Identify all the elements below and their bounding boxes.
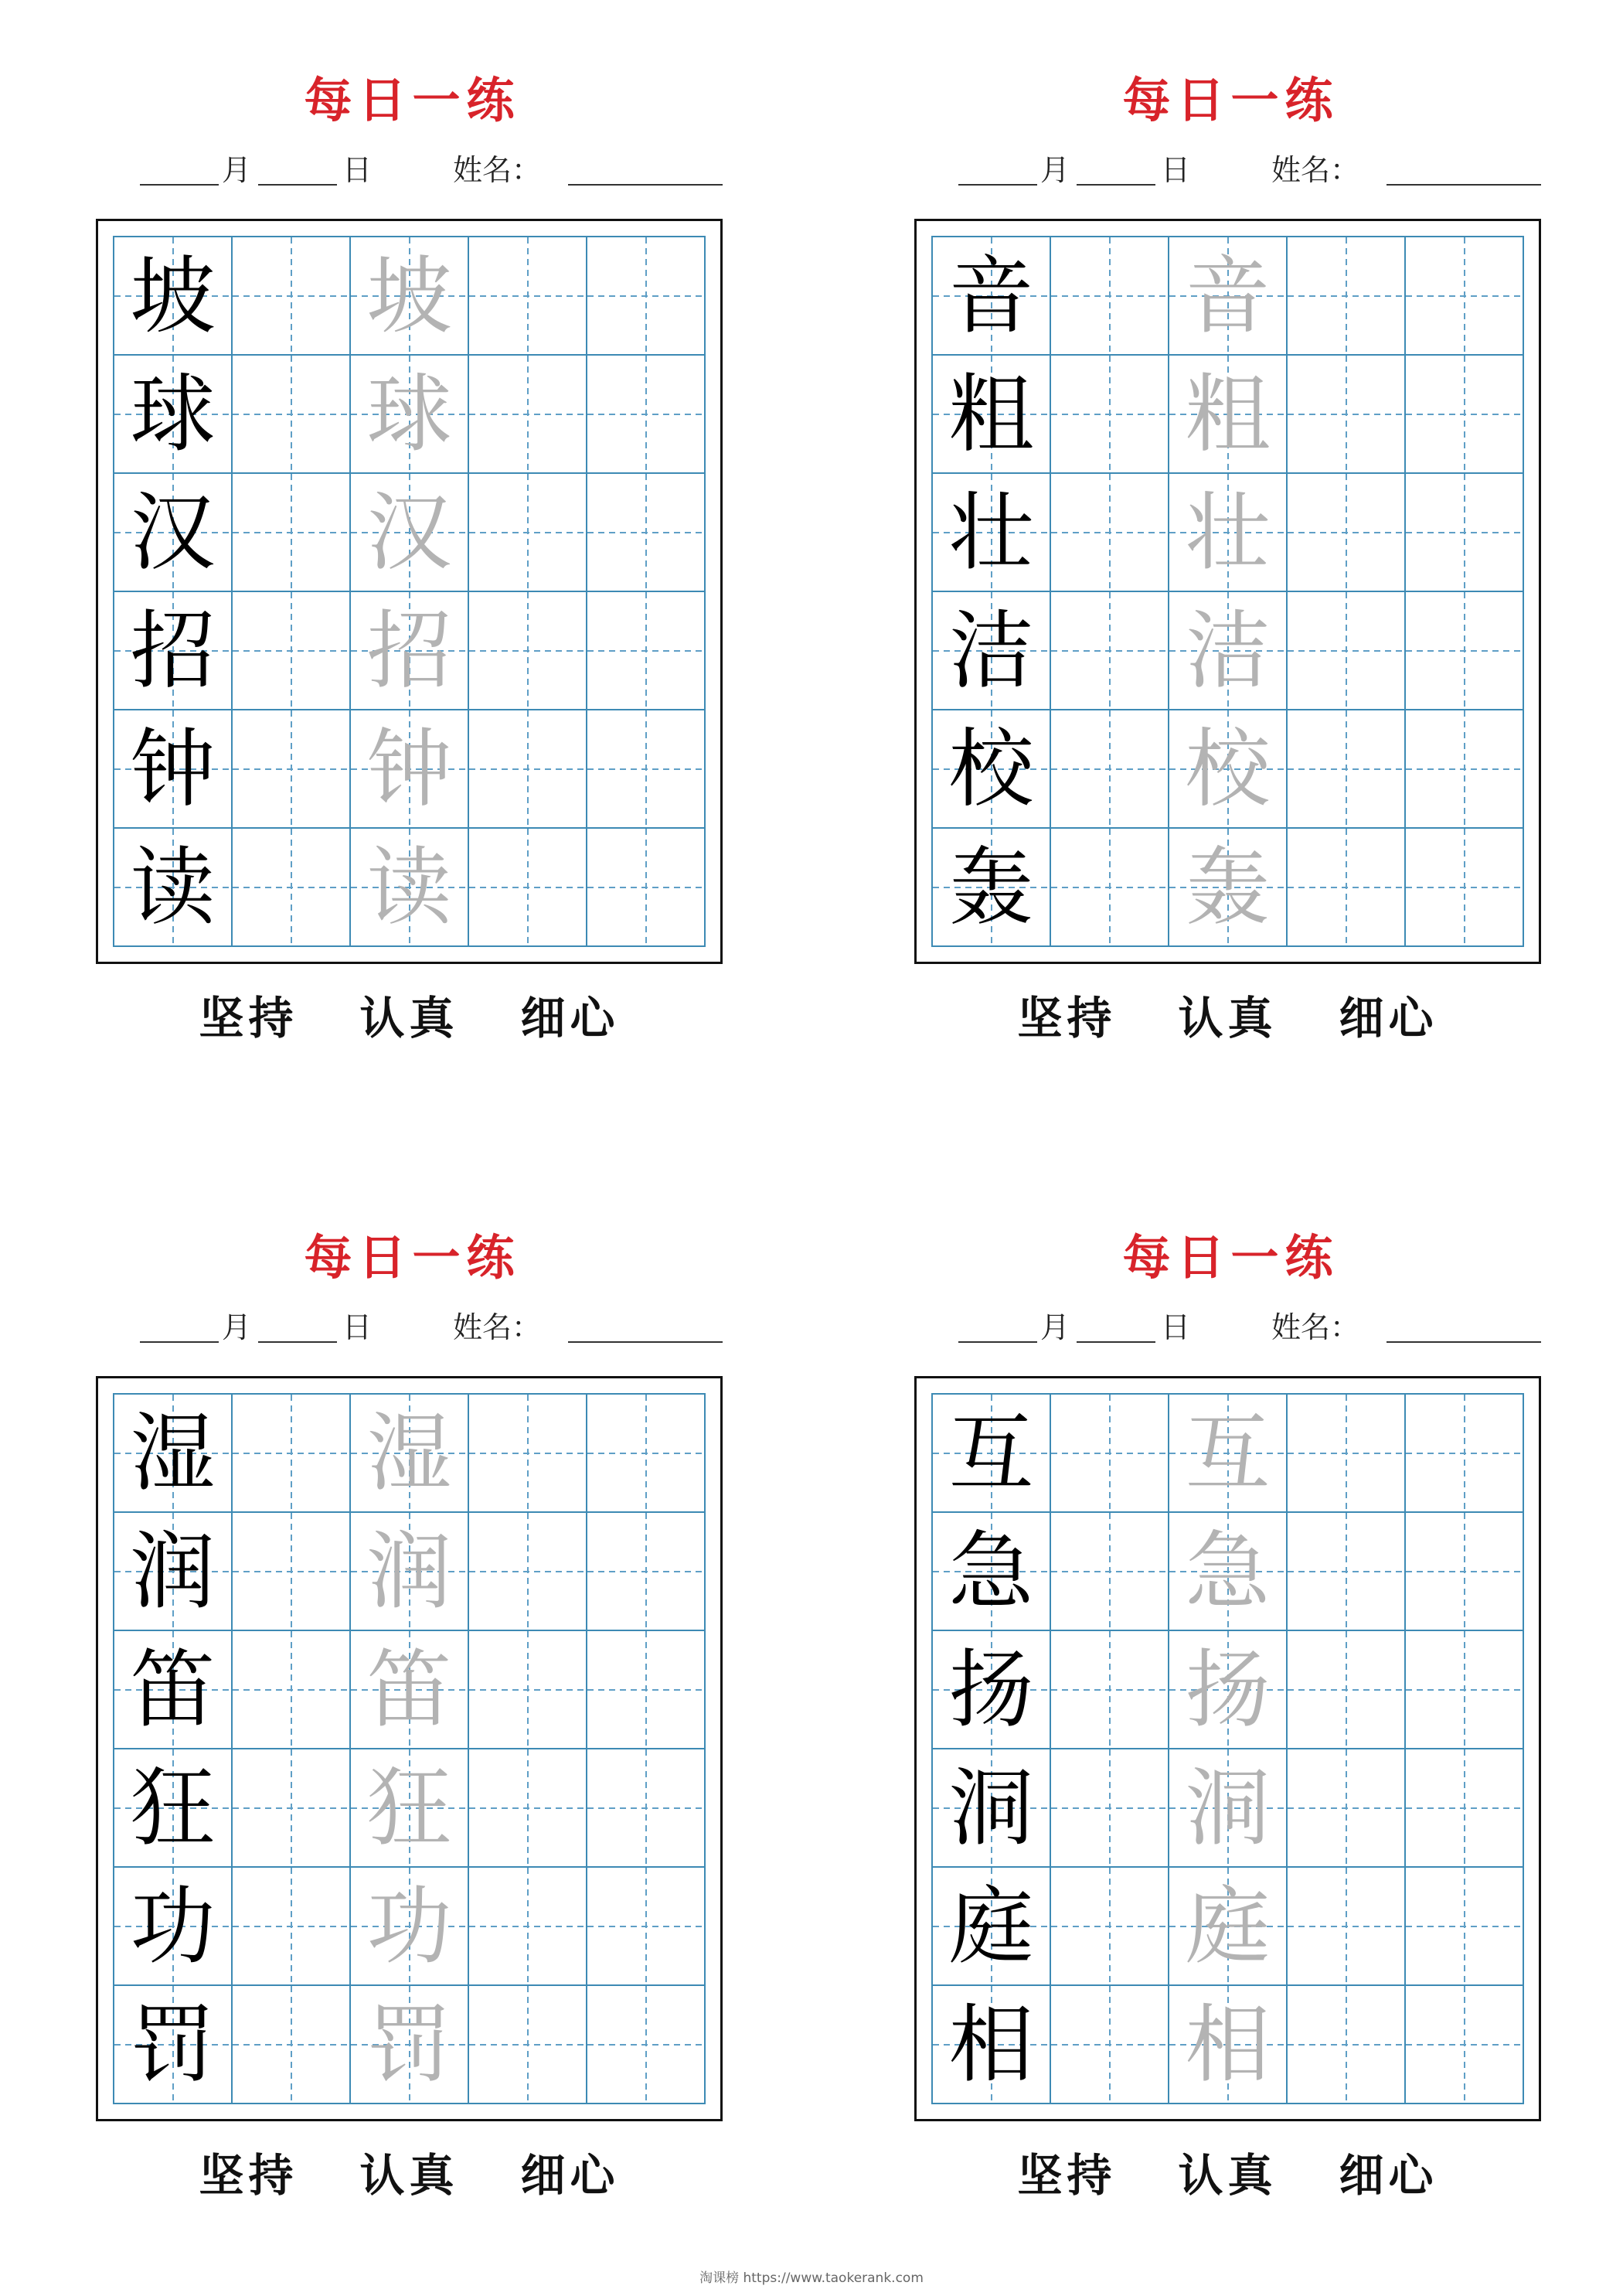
day-label: 日 <box>1161 1310 1191 1344</box>
grid-cell <box>469 710 587 829</box>
grid-cell <box>1288 1986 1406 2104</box>
grid-cell <box>469 1868 587 1986</box>
grid-cell <box>233 1631 351 1749</box>
grid-cell <box>1406 710 1524 829</box>
grid-cell <box>114 474 233 592</box>
grid-cell <box>933 1395 1051 1513</box>
grid-cell <box>114 1749 233 1868</box>
grid-cell <box>1051 1986 1169 2104</box>
grid-cell <box>233 1868 351 1986</box>
grid-cell <box>469 356 587 474</box>
panel-title: 每日一练 <box>304 72 521 128</box>
grid-cell <box>1169 1631 1288 1749</box>
grid-cell <box>351 592 469 710</box>
grid-cell <box>114 1395 233 1513</box>
grid-cell <box>114 592 233 710</box>
model-character: 狂 <box>130 1758 216 1858</box>
grid-cell <box>1406 356 1524 474</box>
grid-cell <box>1288 1631 1406 1749</box>
grid-cell <box>1288 1395 1406 1513</box>
grid-cell <box>933 1749 1051 1868</box>
tianzige-grid <box>113 236 706 947</box>
model-character: 罚 <box>130 1995 216 2094</box>
date-name-row <box>96 152 723 190</box>
grid-cell <box>1051 356 1169 474</box>
grid-cell <box>469 829 587 947</box>
grid-cell <box>233 1513 351 1631</box>
day-label: 日 <box>342 1310 373 1344</box>
grid-cell <box>233 1749 351 1868</box>
model-character: 洁 <box>948 601 1034 700</box>
name-blank <box>568 1309 723 1343</box>
writing-grid-frame <box>96 1376 723 2121</box>
grid-cell <box>1406 592 1524 710</box>
grid-cell <box>1169 474 1288 592</box>
model-character: 功 <box>130 1876 216 1976</box>
motto-word: 认真 <box>359 2149 459 2202</box>
grid-cell <box>1051 710 1169 829</box>
grid-cell <box>469 474 587 592</box>
grid-cell <box>1169 829 1288 947</box>
writing-grid-frame <box>914 1376 1541 2121</box>
name-blank <box>568 152 723 186</box>
trace-character: 互 <box>1185 1403 1271 1503</box>
grid-cell <box>114 1868 233 1986</box>
grid-cell <box>1051 1631 1169 1749</box>
grid-cell <box>114 237 233 356</box>
grid-cell <box>114 829 233 947</box>
model-character: 轰 <box>948 837 1034 937</box>
grid-cell <box>933 592 1051 710</box>
grid-cell <box>1288 474 1406 592</box>
model-character: 读 <box>130 837 216 937</box>
grid-cell <box>587 1513 706 1631</box>
tianzige-grid <box>931 1393 1524 2104</box>
grid-cell <box>351 1631 469 1749</box>
model-character: 互 <box>948 1403 1034 1503</box>
grid-cell <box>1406 1513 1524 1631</box>
month-blank <box>958 152 1037 186</box>
motto-row <box>96 992 723 1044</box>
motto-word: 坚持 <box>199 992 298 1044</box>
model-character: 球 <box>130 364 216 464</box>
trace-character: 笛 <box>366 1640 452 1739</box>
date-name-row <box>96 1309 723 1347</box>
grid-cell <box>1406 474 1524 592</box>
panel-title: 每日一练 <box>304 1229 521 1286</box>
name-label: 姓名： <box>453 1310 542 1344</box>
model-character: 润 <box>130 1521 216 1621</box>
model-character: 笛 <box>130 1640 216 1739</box>
trace-character: 壮 <box>1185 482 1271 582</box>
model-character: 急 <box>948 1521 1034 1621</box>
grid-cell <box>1169 1513 1288 1631</box>
grid-cell <box>1406 1868 1524 1986</box>
motto-word: 坚持 <box>199 2149 298 2202</box>
grid-cell <box>233 592 351 710</box>
grid-cell <box>587 1986 706 2104</box>
source-footer: 淘课榜 https://www.taokerank.com <box>699 2270 924 2286</box>
grid-cell <box>1406 1631 1524 1749</box>
grid-cell <box>469 1513 587 1631</box>
grid-cell <box>1169 592 1288 710</box>
model-character: 庭 <box>948 1876 1034 1976</box>
grid-cell <box>233 829 351 947</box>
trace-character: 湿 <box>366 1403 452 1503</box>
name-blank <box>1387 152 1541 186</box>
month-blank <box>958 1309 1037 1343</box>
grid-cell <box>1288 356 1406 474</box>
grid-cell <box>1051 1749 1169 1868</box>
tianzige-grid <box>113 1393 706 2104</box>
trace-character: 轰 <box>1185 837 1271 937</box>
trace-character: 招 <box>366 601 452 700</box>
grid-cell <box>1169 710 1288 829</box>
month-label: 月 <box>222 1310 252 1344</box>
trace-character: 汉 <box>366 482 452 582</box>
model-character: 湿 <box>130 1403 216 1503</box>
grid-cell <box>587 356 706 474</box>
month-label: 月 <box>1040 1310 1070 1344</box>
day-label: 日 <box>342 153 373 187</box>
trace-character: 急 <box>1185 1521 1271 1621</box>
trace-character: 相 <box>1185 1995 1271 2094</box>
practice-panel <box>96 70 723 1051</box>
trace-character: 钟 <box>366 719 452 819</box>
writing-grid-frame <box>96 219 723 964</box>
grid-cell <box>1169 1395 1288 1513</box>
model-character: 扬 <box>948 1640 1034 1739</box>
grid-cell <box>469 592 587 710</box>
name-label: 姓名： <box>453 153 542 187</box>
grid-cell <box>351 1749 469 1868</box>
grid-cell <box>114 710 233 829</box>
date-name-row <box>914 1309 1541 1347</box>
grid-cell <box>114 1986 233 2104</box>
model-character: 相 <box>948 1995 1034 2094</box>
grid-cell <box>469 1395 587 1513</box>
date-name-row <box>914 152 1541 190</box>
grid-cell <box>233 1986 351 2104</box>
motto-word: 细心 <box>1339 2149 1438 2202</box>
grid-cell <box>1288 1513 1406 1631</box>
name-blank <box>1387 1309 1541 1343</box>
grid-cell <box>1406 829 1524 947</box>
practice-panel <box>914 1227 1541 2209</box>
grid-cell <box>587 1749 706 1868</box>
day-blank <box>1077 152 1155 186</box>
trace-character: 庭 <box>1185 1876 1271 1976</box>
model-character: 招 <box>130 601 216 700</box>
grid-cell <box>1051 237 1169 356</box>
grid-cell <box>587 1395 706 1513</box>
writing-grid-frame <box>914 219 1541 964</box>
grid-cell <box>351 829 469 947</box>
grid-cell <box>233 237 351 356</box>
grid-cell <box>233 1395 351 1513</box>
model-character: 音 <box>948 246 1034 346</box>
trace-character: 球 <box>366 364 452 464</box>
grid-cell <box>587 592 706 710</box>
trace-character: 洁 <box>1185 601 1271 700</box>
grid-cell <box>933 1513 1051 1631</box>
motto-word: 认真 <box>359 992 459 1044</box>
trace-character: 洞 <box>1185 1758 1271 1858</box>
day-blank <box>258 1309 337 1343</box>
model-character: 坡 <box>130 246 216 346</box>
trace-character: 润 <box>366 1521 452 1621</box>
model-character: 钟 <box>130 719 216 819</box>
grid-cell <box>114 356 233 474</box>
grid-cell <box>1051 474 1169 592</box>
grid-cell <box>114 1513 233 1631</box>
trace-character: 狂 <box>366 1758 452 1858</box>
grid-cell <box>933 237 1051 356</box>
motto-row <box>914 2149 1541 2202</box>
grid-cell <box>1288 829 1406 947</box>
name-label: 姓名： <box>1271 1310 1360 1344</box>
day-label: 日 <box>1161 153 1191 187</box>
grid-cell <box>587 710 706 829</box>
grid-cell <box>933 1631 1051 1749</box>
motto-row <box>914 992 1541 1044</box>
trace-character: 音 <box>1185 246 1271 346</box>
trace-character: 功 <box>366 1876 452 1976</box>
grid-cell <box>1051 829 1169 947</box>
grid-cell <box>933 474 1051 592</box>
grid-cell <box>1288 1749 1406 1868</box>
grid-cell <box>933 1986 1051 2104</box>
grid-cell <box>351 1513 469 1631</box>
motto-word: 细心 <box>520 2149 620 2202</box>
practice-panel <box>914 70 1541 1051</box>
tianzige-grid <box>931 236 1524 947</box>
grid-cell <box>1169 1986 1288 2104</box>
trace-character: 扬 <box>1185 1640 1271 1739</box>
grid-cell <box>933 710 1051 829</box>
grid-cell <box>1406 237 1524 356</box>
grid-cell <box>587 829 706 947</box>
grid-cell <box>469 237 587 356</box>
day-blank <box>1077 1309 1155 1343</box>
model-character: 粗 <box>948 364 1034 464</box>
grid-cell <box>351 1395 469 1513</box>
grid-cell <box>351 237 469 356</box>
name-label: 姓名： <box>1271 153 1360 187</box>
grid-cell <box>587 1631 706 1749</box>
motto-word: 细心 <box>520 992 620 1044</box>
model-character: 洞 <box>948 1758 1034 1858</box>
grid-cell <box>1051 1868 1169 1986</box>
grid-cell <box>469 1631 587 1749</box>
grid-cell <box>587 1868 706 1986</box>
month-label: 月 <box>222 153 252 187</box>
grid-cell <box>1169 356 1288 474</box>
day-blank <box>258 152 337 186</box>
grid-cell <box>469 1749 587 1868</box>
grid-cell <box>1169 1868 1288 1986</box>
month-label: 月 <box>1040 153 1070 187</box>
grid-cell <box>1288 1868 1406 1986</box>
trace-character: 粗 <box>1185 364 1271 464</box>
grid-cell <box>1169 1749 1288 1868</box>
grid-cell <box>1288 710 1406 829</box>
grid-cell <box>1288 237 1406 356</box>
grid-cell <box>351 356 469 474</box>
grid-cell <box>233 710 351 829</box>
trace-character: 校 <box>1185 719 1271 819</box>
trace-character: 读 <box>366 837 452 937</box>
grid-cell <box>469 1986 587 2104</box>
motto-word: 认真 <box>1178 992 1278 1044</box>
grid-cell <box>587 237 706 356</box>
panel-title: 每日一练 <box>1122 72 1339 128</box>
trace-character: 罚 <box>366 1995 452 2094</box>
grid-cell <box>933 829 1051 947</box>
model-character: 汉 <box>130 482 216 582</box>
month-blank <box>140 152 219 186</box>
model-character: 壮 <box>948 482 1034 582</box>
grid-cell <box>1051 1395 1169 1513</box>
grid-cell <box>114 1631 233 1749</box>
grid-cell <box>351 474 469 592</box>
model-character: 校 <box>948 719 1034 819</box>
motto-row <box>96 2149 723 2202</box>
grid-cell <box>1406 1986 1524 2104</box>
grid-cell <box>1406 1749 1524 1868</box>
grid-cell <box>933 1868 1051 1986</box>
grid-cell <box>351 1986 469 2104</box>
practice-panel <box>96 1227 723 2209</box>
month-blank <box>140 1309 219 1343</box>
grid-cell <box>1288 592 1406 710</box>
grid-cell <box>351 710 469 829</box>
grid-cell <box>233 474 351 592</box>
panel-title: 每日一练 <box>1122 1229 1339 1286</box>
trace-character: 坡 <box>366 246 452 346</box>
grid-cell <box>587 474 706 592</box>
grid-cell <box>1406 1395 1524 1513</box>
motto-word: 认真 <box>1178 2149 1278 2202</box>
motto-word: 坚持 <box>1017 2149 1117 2202</box>
grid-cell <box>233 356 351 474</box>
motto-word: 细心 <box>1339 992 1438 1044</box>
grid-cell <box>1051 592 1169 710</box>
grid-cell <box>1051 1513 1169 1631</box>
motto-word: 坚持 <box>1017 992 1117 1044</box>
grid-cell <box>933 356 1051 474</box>
grid-cell <box>351 1868 469 1986</box>
grid-cell <box>1169 237 1288 356</box>
